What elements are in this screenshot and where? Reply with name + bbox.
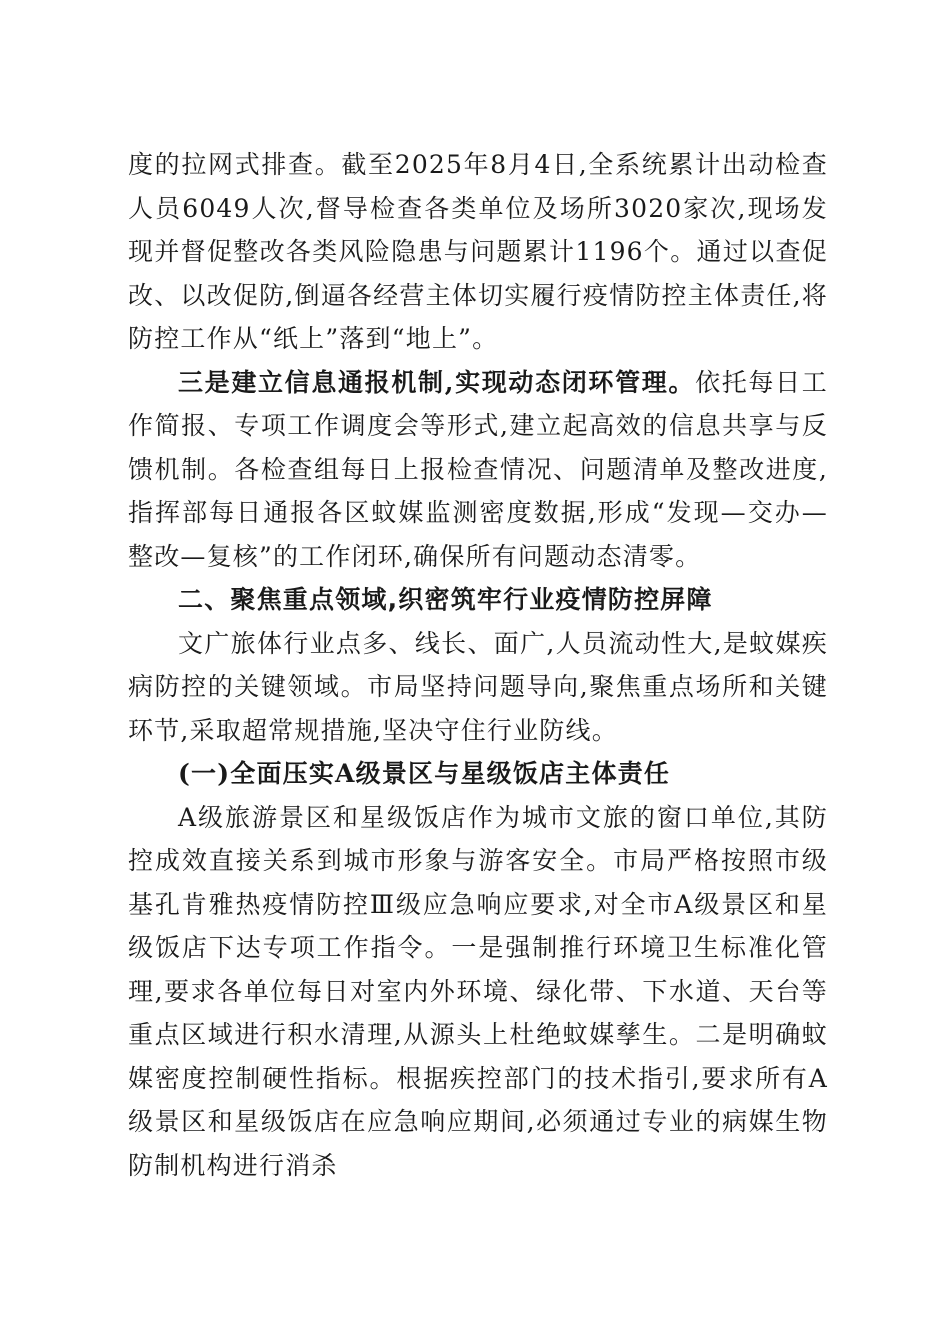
paragraph-industry-overview: 文广旅体行业点多、线长、面广,人员流动性大,是蚊媒疾病防控的关键领域。市局坚持问题导向,聚焦重点场所和关键环节,采取超常规措施,坚决守住行业防线。: [128, 628, 828, 745]
section-heading: 二、聚焦重点领域,织密筑牢行业疫情防控屏障: [178, 585, 713, 614]
subsection-heading: (一)全面压实A级景区与星级饭店主体责任: [178, 759, 671, 788]
paragraph-lead-sentence: 三是建立信息通报机制,实现动态闭环管理。: [178, 367, 696, 397]
paragraph-info-reporting: [128, 361, 828, 579]
paragraph-scenic-hotels: A级旅游景区和星级饭店作为城市文旅的窗口单位,其防控成效直接关系到城市形象与游客安全。市局严格按照市级基孔肯雅热疫情防控Ⅲ级应急响应要求,对全市A级景区和星级饭店下达专项工作指令。一是强制推行环境卫生标准化管理,要求各单位每日对室内外环境、绿化带、下水道、天台等重点区域进行积水清理,从源头上杜绝蚊媒孳生。二是明确蚊媒密度控制硬性指标。根据疾控部门的技术指引,要求所有A级景区和星级饭店在应急响应期间,必须通过专业的病媒生物防制机构进行消杀: [128, 802, 828, 1180]
paragraph-body-text: 依托每日工作简报、专项工作调度会等形式,建立起高效的信息共享与反馈机制。各检查组每日上报检查情况、问题清单及整改进度,指挥部每日通报各区蚊媒监测密度数据,形成“发现—交办—整改—复核”的工作闭环,确保所有问题动态清零。: [128, 367, 828, 571]
document-body: [128, 143, 828, 1187]
paragraph-inspection-stats: 度的拉网式排查。截至2025年8月4日,全系统累计出动检查人员6049人次,督导检查各类单位及场所3020家次,现场发现并督促整改各类风险隐患与问题累计1196个。通过以查促改、以改促防,倒逼各经营主体切实履行疫情防控主体责任,将防控工作从“纸上”落到“地上”。: [128, 150, 828, 353]
